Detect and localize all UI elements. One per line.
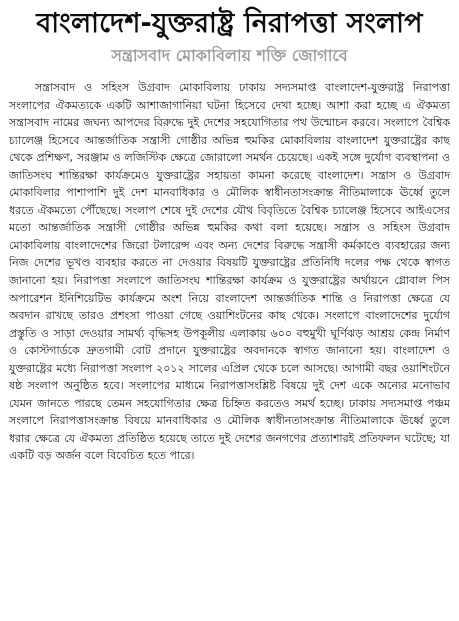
article-body: সন্ত্রাসবাদ ও সহিংস উগ্রবাদ মোকাবিলায় ঢাকায় সদ্যসমাপ্ত বাংলাদেশ-যুক্তরাষ্ট্র নিরাপত্তা সংলাপের ঐকমত্যকে একটি আশাজাগানিয়া ঘটনা হিসেবে দেখা হচ্ছে। আশা করা হচ্ছে এ ঐকমত্য সন্ত্রাসবাদ নামের জঘন্য আপদের বিরুদ্ধে দুই দেশের সহযোগিতার পথ উন্মোচন করবে। সংলাপে বৈশ্বিক চ্যালেঞ্জ হিসেবে আন্তর্জাতিক সন্ত্রাসী গোষ্ঠীর অভিন্ন হুমকির মোকাবিলায় বাংলাদেশ যুক্তরাষ্ট্রের কাছ থেকে প্রশিক্ষণ, সরঞ্জাম ও লজিস্টিক ক্ষেত্রে জোরালো সমর্থন চেয়েছে। একই সঙ্গে দুর্যোগ ব্যবস্থাপনা ও জাতিসংঘ শান্তিরক্ষা কার্যক্রমেও যুক্তরাষ্ট্রের সহায়তা কামনা করেছে বাংলাদেশ। সন্ত্রাস ও উগ্রবাদ মোকাবিলার পাশাপাশি দুই দেশ মানবাধিকার ও মৌলিক স্বাধীনতাসংক্রান্ত নীতিমালাকে ঊর্ধ্বে তুলে ধরতে ঐকমত্যে পৌঁছেছে। সংলাপ শেষে দুই দেশের যৌথ বিবৃতিতে বৈশ্বিক চ্যালেঞ্জ হিসেবে আইএসের মতো আন্তর্জাতিক সন্ত্রাসী গোষ্ঠীর অভিন্ন হুমকির কথা বলা হয়েছে। সন্ত্রাস ও সহিংস উগ্রবাদ মোকাবিলায় বাংলাদেশের জিরো টলারেন্স এবং অন্য দেশের বিরুদ্ধে সন্ত্রাসী কর্মকাণ্ডে ব্যবহারের জন্য নিজ দেশের ভূখণ্ড ব্যবহার করতে না দেওয়ার বিষয়টি যুক্তরাষ্ট্রের প্রতিনিধি দলের পক্ষ থেকে স্বাগত জানানো হয়। নিরাপত্তা সংলাপে জাতিসংঘ শান্তিরক্ষা কার্যক্রম ও যুক্তরাষ্ট্রের অর্থায়নে গ্লোবাল পিস অপারেশন ইনিশিয়েটিভ কার্যক্রমে অংশ নিয়ে বাংলাদেশ আন্তর্জাতিক শান্তি ও নিরাপত্তা ক্ষেত্রে যে অবদান রাখছে তারও প্রশংসা পাওয়া গেছে ওয়াশিংটনের কাছ থেকে। সংলাপে বাংলাদেশের দুর্যোগ প্রস্তুতি ও সাড়া দেওয়ার সামর্থ্য বৃদ্ধিসহ উপকূলীয় এলাকায় ৬০০ বহুমুখী ঘূর্ণিঝড় আশ্রয় কেন্দ্র নির্মাণ ও কোস্টগার্ডকে দ্রুতগামী বোট প্রদানে যুক্তরাষ্ট্রের অবদানকে স্বাগত জানানো হয়। বাংলাদেশ ও যুক্তরাষ্ট্রের মধ্যে নিরাপত্তা সংলাপ ২০১২ সালের এপ্রিল থেকে চলে আসছে। আগামী বছর ওয়াশিংটনে ষষ্ঠ সংলাপ অনুষ্ঠিত হবে। সংলাপের মাধ্যমে নিরাপত্তাসংশ্লিষ্ট বিষয়ে দুই দেশ একে অন্যের মনোভাব যেমন জানতে পারছে তেমন সহযোগিতার ক্ষেত্র চিহ্নিত করতেও সমর্থ হচ্ছে। ঢাকায় সদ্যসমাপ্ত পঞ্চম সংলাপে নিরাপত্তাসংক্রান্ত বিষয়ে মানবাধিকার ও মৌলিক স্বাধীনতাসংক্রান্ত নীতিমালাকে ঊর্ধ্বে তুলে ধরার ক্ষেত্রে যে ঐকমত্য প্রতিষ্ঠিত হয়েছে তাতে দুই দেশের জনগণের প্রত্যাশারই প্রতিফলন ঘটেছে; যা একটি বড় অর্জন বলে বিবেচিত হতে পারে। [9, 81, 450, 463]
headline: বাংলাদেশ-যুক্তরাষ্ট্র নিরাপত্তা সংলাপ [36, 8, 423, 39]
subheadline: সন্ত্রাসবাদ মোকাবিলায় শক্তি জোগাবে [111, 46, 348, 65]
